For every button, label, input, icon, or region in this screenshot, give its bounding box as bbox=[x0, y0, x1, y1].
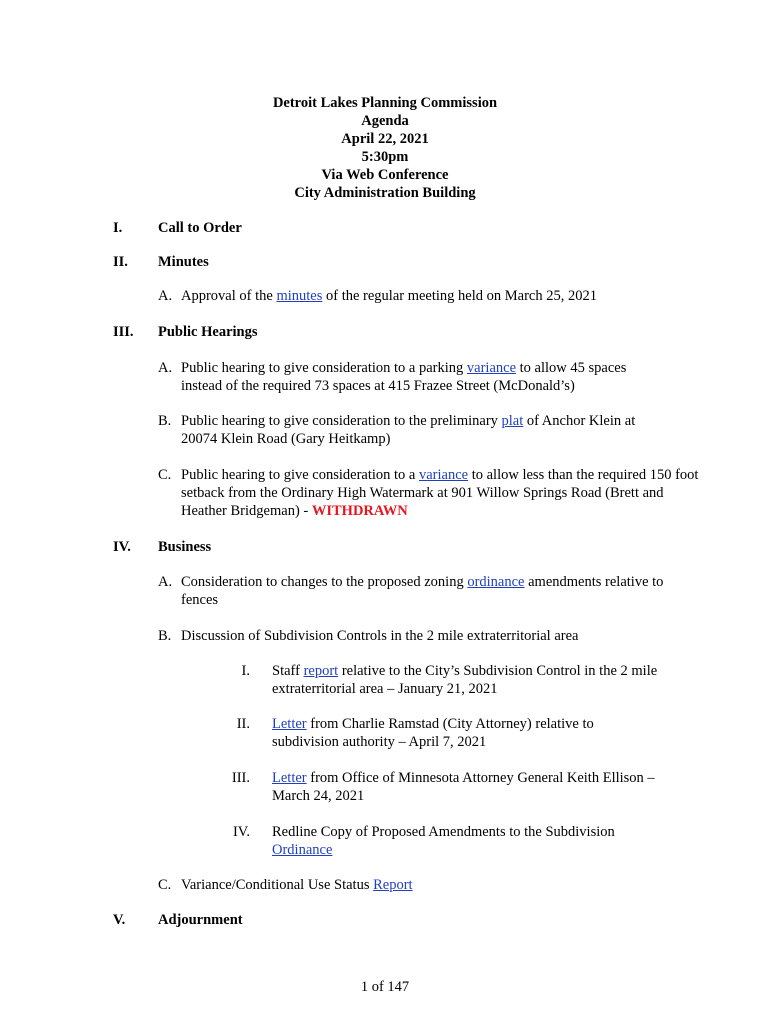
item-text-pre: Variance/Conditional Use Status bbox=[181, 877, 374, 893]
item-text-pre: Public hearing to give consideration to a parking bbox=[181, 360, 467, 376]
section-2-title: Minutes bbox=[158, 254, 209, 270]
section-5-title: Adjournment bbox=[158, 912, 243, 928]
item-text-pre: Approval of the bbox=[181, 288, 277, 304]
header-location: City Administration Building bbox=[294, 185, 476, 201]
item-text bbox=[181, 412, 661, 448]
staff-report-link[interactable]: report bbox=[303, 663, 339, 679]
section-3-number: III. bbox=[113, 324, 134, 340]
item-text-post: amendments relative to fences bbox=[181, 574, 664, 608]
header-venue: Via Web Conference bbox=[321, 167, 449, 183]
section-4-title: Business bbox=[158, 539, 212, 555]
item-text-pre: Consideration to changes to the proposed zoning bbox=[181, 574, 468, 590]
header-date: April 22, 2021 bbox=[341, 131, 429, 147]
subitem-text-post: from Office of Minnesota Attorney General Keith Ellison – March 24, 2021 bbox=[272, 770, 655, 804]
item-text bbox=[181, 287, 711, 305]
page-number: 1 of 147 bbox=[360, 979, 410, 995]
subitem-text bbox=[272, 662, 687, 698]
item-letter: A. bbox=[158, 360, 173, 376]
subitem-text bbox=[272, 715, 622, 751]
subitem-number: I. bbox=[241, 663, 250, 679]
variance-link[interactable]: variance bbox=[418, 467, 469, 483]
withdrawn-status: WITHDRAWN bbox=[311, 503, 408, 519]
subitem-text-pre: Redline Copy of Proposed Amendments to the Subdivision bbox=[272, 824, 615, 840]
item-letter: B. bbox=[158, 628, 172, 644]
item-text bbox=[181, 573, 681, 609]
subitem-text-post: from Charlie Ramstad (City Attorney) relative to subdivision authority – April 7, 2021 bbox=[272, 716, 594, 750]
redline-ordinance-link[interactable]: Ordinance bbox=[272, 842, 333, 858]
item-letter: A. bbox=[158, 574, 173, 590]
subitem-text-post: relative to the City’s Subdivision Control in the 2 mile extraterritorial area – January 21, 2021 bbox=[272, 663, 658, 697]
ag-letter-link[interactable]: Letter bbox=[272, 770, 307, 786]
item-text-post: of Anchor Klein at 20074 Klein Road (Gary Heitkamp) bbox=[181, 413, 636, 447]
section-3-title: Public Hearings bbox=[158, 324, 258, 340]
section-2-number: II. bbox=[113, 254, 128, 270]
agenda-header bbox=[0, 94, 770, 202]
item-text-post: to allow less than the required 150 foot setback from the Ordinary High Watermark at 901 Willow Springs Road (Brett and Heather Bridgeman) - bbox=[181, 467, 699, 519]
item-text-pre: Public hearing to give consideration to the preliminary bbox=[181, 413, 502, 429]
item-text-post: of the regular meeting held on March 25, 2021 bbox=[322, 288, 597, 304]
status-report-link[interactable]: Report bbox=[373, 877, 413, 893]
subitem-number: II. bbox=[236, 716, 250, 732]
subitem-number: III. bbox=[231, 770, 250, 786]
subitem-text bbox=[272, 823, 652, 859]
subitem-number: IV. bbox=[232, 824, 250, 840]
section-4-number: IV. bbox=[113, 539, 131, 555]
plat-link[interactable]: plat bbox=[501, 413, 524, 429]
item-text bbox=[181, 876, 711, 894]
section-1-number: I. bbox=[113, 220, 123, 236]
section-5-number: V. bbox=[113, 912, 126, 928]
variance-link[interactable]: variance bbox=[466, 360, 517, 376]
item-text-pre: Public hearing to give consideration to a bbox=[181, 467, 419, 483]
item-letter: C. bbox=[158, 467, 172, 483]
subitem-text bbox=[272, 769, 682, 805]
item-letter: B. bbox=[158, 413, 172, 429]
item-text-post: to allow 45 spaces instead of the required 73 spaces at 415 Frazee Street (McDonald’s) bbox=[181, 360, 627, 394]
item-text bbox=[181, 466, 706, 520]
attorney-letter-link[interactable]: Letter bbox=[272, 716, 307, 732]
item-text: Discussion of Subdivision Controls in the 2 mile extraterritorial area bbox=[181, 628, 579, 644]
item-letter: A. bbox=[158, 288, 173, 304]
item-text bbox=[181, 359, 651, 395]
header-agenda: Agenda bbox=[361, 113, 409, 129]
item-letter: C. bbox=[158, 877, 172, 893]
section-1-title: Call to Order bbox=[158, 220, 242, 236]
ordinance-link[interactable]: ordinance bbox=[467, 574, 525, 590]
minutes-link[interactable]: minutes bbox=[276, 288, 323, 304]
header-time: 5:30pm bbox=[361, 149, 409, 165]
subitem-text-pre: Staff bbox=[272, 663, 304, 679]
header-commission: Detroit Lakes Planning Commission bbox=[272, 95, 498, 111]
